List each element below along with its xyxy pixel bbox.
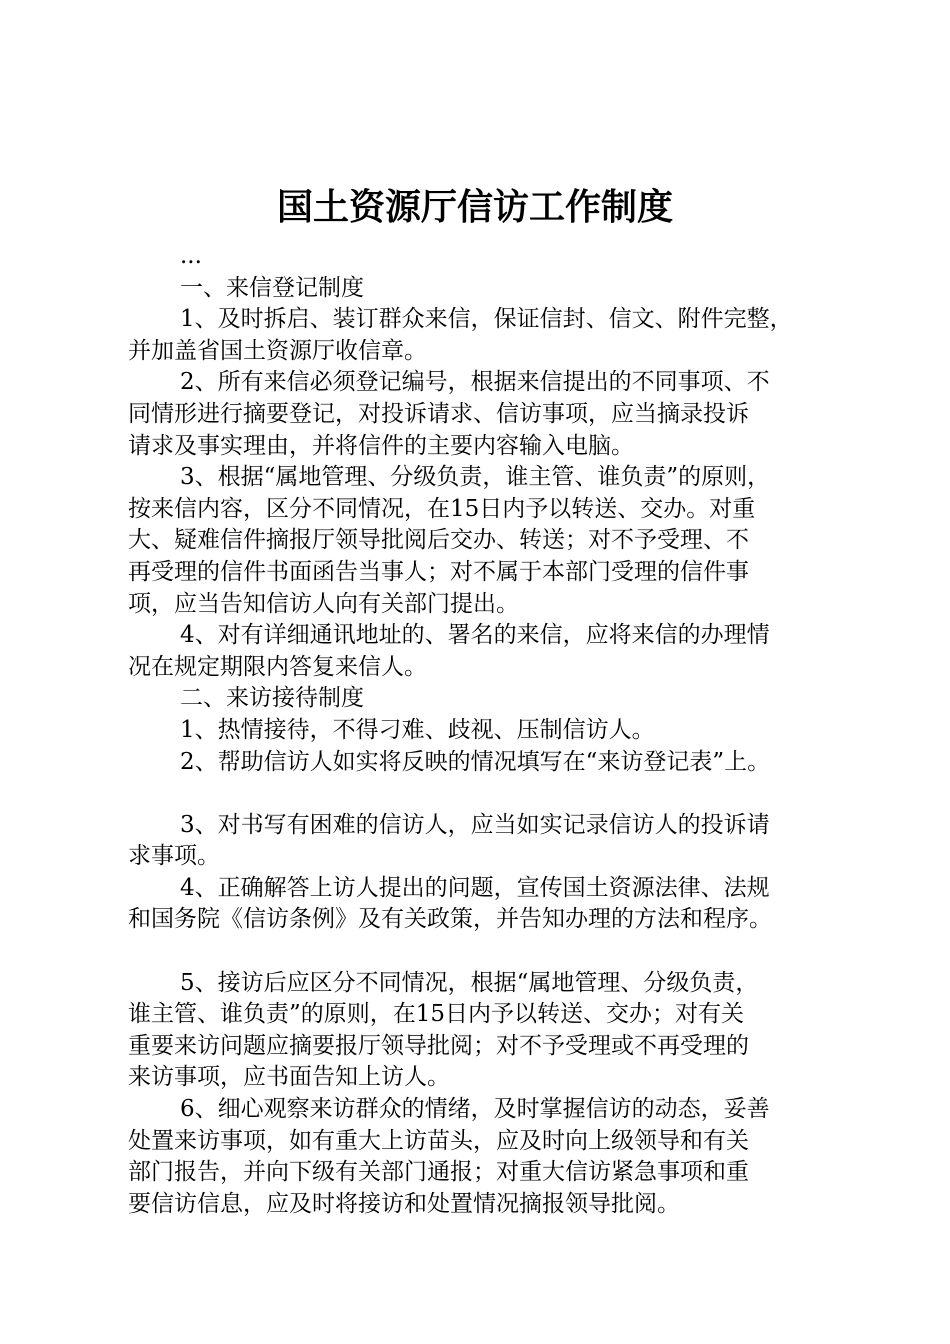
paragraph-line: 处置来访事项，如有重大上访苗头，应及时向上级领导和有关: [128, 1127, 749, 1154]
paragraph-line: 6、细心观察来访群众的情绪，及时掌握信访的动态，妥善: [180, 1096, 770, 1123]
paragraph-line: 按来信内容，区分不同情况，在15日内予以转送、交办。对重: [128, 495, 756, 522]
paragraph-line: 再受理的信件书面函告当事人；对不属于本部门受理的信件事: [128, 558, 749, 585]
paragraph-line: 3、根据“属地管理、分级负责，谁主管、谁负责”的原则，: [180, 464, 771, 491]
section-heading-visits: 二、来访接待制度: [180, 685, 364, 712]
paragraph-line: 同情形进行摘要登记，对投诉请求、信访事项，应当摘录投诉: [128, 400, 749, 427]
document-body: [128, 241, 828, 1220]
paragraph-line: 4、对有详细通讯地址的、署名的来信，应将来信的办理情: [180, 622, 770, 649]
blank-line: [128, 778, 828, 810]
paragraph-line: 并加盖省国土资源厅收信章。: [128, 337, 427, 364]
paragraph-line: 重要来访问题应摘要报厅领导批阅；对不予受理或不再受理的: [128, 1032, 749, 1059]
paragraph-line: 和国务院《信访条例》及有关政策，并告知办理的方法和程序。: [128, 906, 772, 933]
paragraph-line: 5、接访后应区分不同情况，根据“属地管理、分级负责，: [180, 969, 759, 996]
paragraph-line: 1、热情接待，不得刁难、歧视、压制信访人。: [180, 716, 655, 743]
section-heading-letters: 一、来信登记制度: [180, 274, 364, 301]
blank-line: [128, 936, 828, 968]
ellipsis-line: ...: [180, 243, 202, 269]
paragraph-line: 要信访信息，应及时将接访和处置情况摘报领导批阅。: [128, 1190, 680, 1217]
paragraph-line: 大、疑难信件摘报厅领导批阅后交办、转送；对不予受理、不: [128, 527, 749, 554]
paragraph-line: 谁主管、谁负责”的原则，在15日内予以转送、交办；对有关: [128, 1001, 745, 1028]
paragraph-line: 求事项。: [128, 843, 220, 870]
paragraph-line: 项，应当告知信访人向有关部门提出。: [128, 590, 519, 617]
paragraph-line: 2、帮助信访人如实将反映的情况填写在“来访登记表”上。: [180, 748, 771, 775]
paragraph-line: 况在规定期限内答复来信人。: [128, 653, 427, 680]
paragraph-line: 3、对书写有困难的信访人，应当如实记录信访人的投诉请: [180, 811, 770, 838]
paragraph-line: 来访事项，应书面告知上访人。: [128, 1064, 450, 1091]
document-title: 国土资源厅信访工作制度: [276, 186, 673, 228]
paragraph-line: 部门报告，并向下级有关部门通报；对重大信访紧急事项和重: [128, 1159, 749, 1186]
paragraph-line: 4、正确解答上访人提出的问题，宣传国土资源法律、法规: [180, 874, 770, 901]
paragraph-line: 1、及时拆启、装订群众来信，保证信封、信文、附件完整，: [180, 306, 793, 333]
paragraph-line: 2、所有来信必须登记编号，根据来信提出的不同事项、不: [180, 369, 770, 396]
paragraph-line: 请求及事实理由，并将信件的主要内容输入电脑。: [128, 432, 634, 459]
